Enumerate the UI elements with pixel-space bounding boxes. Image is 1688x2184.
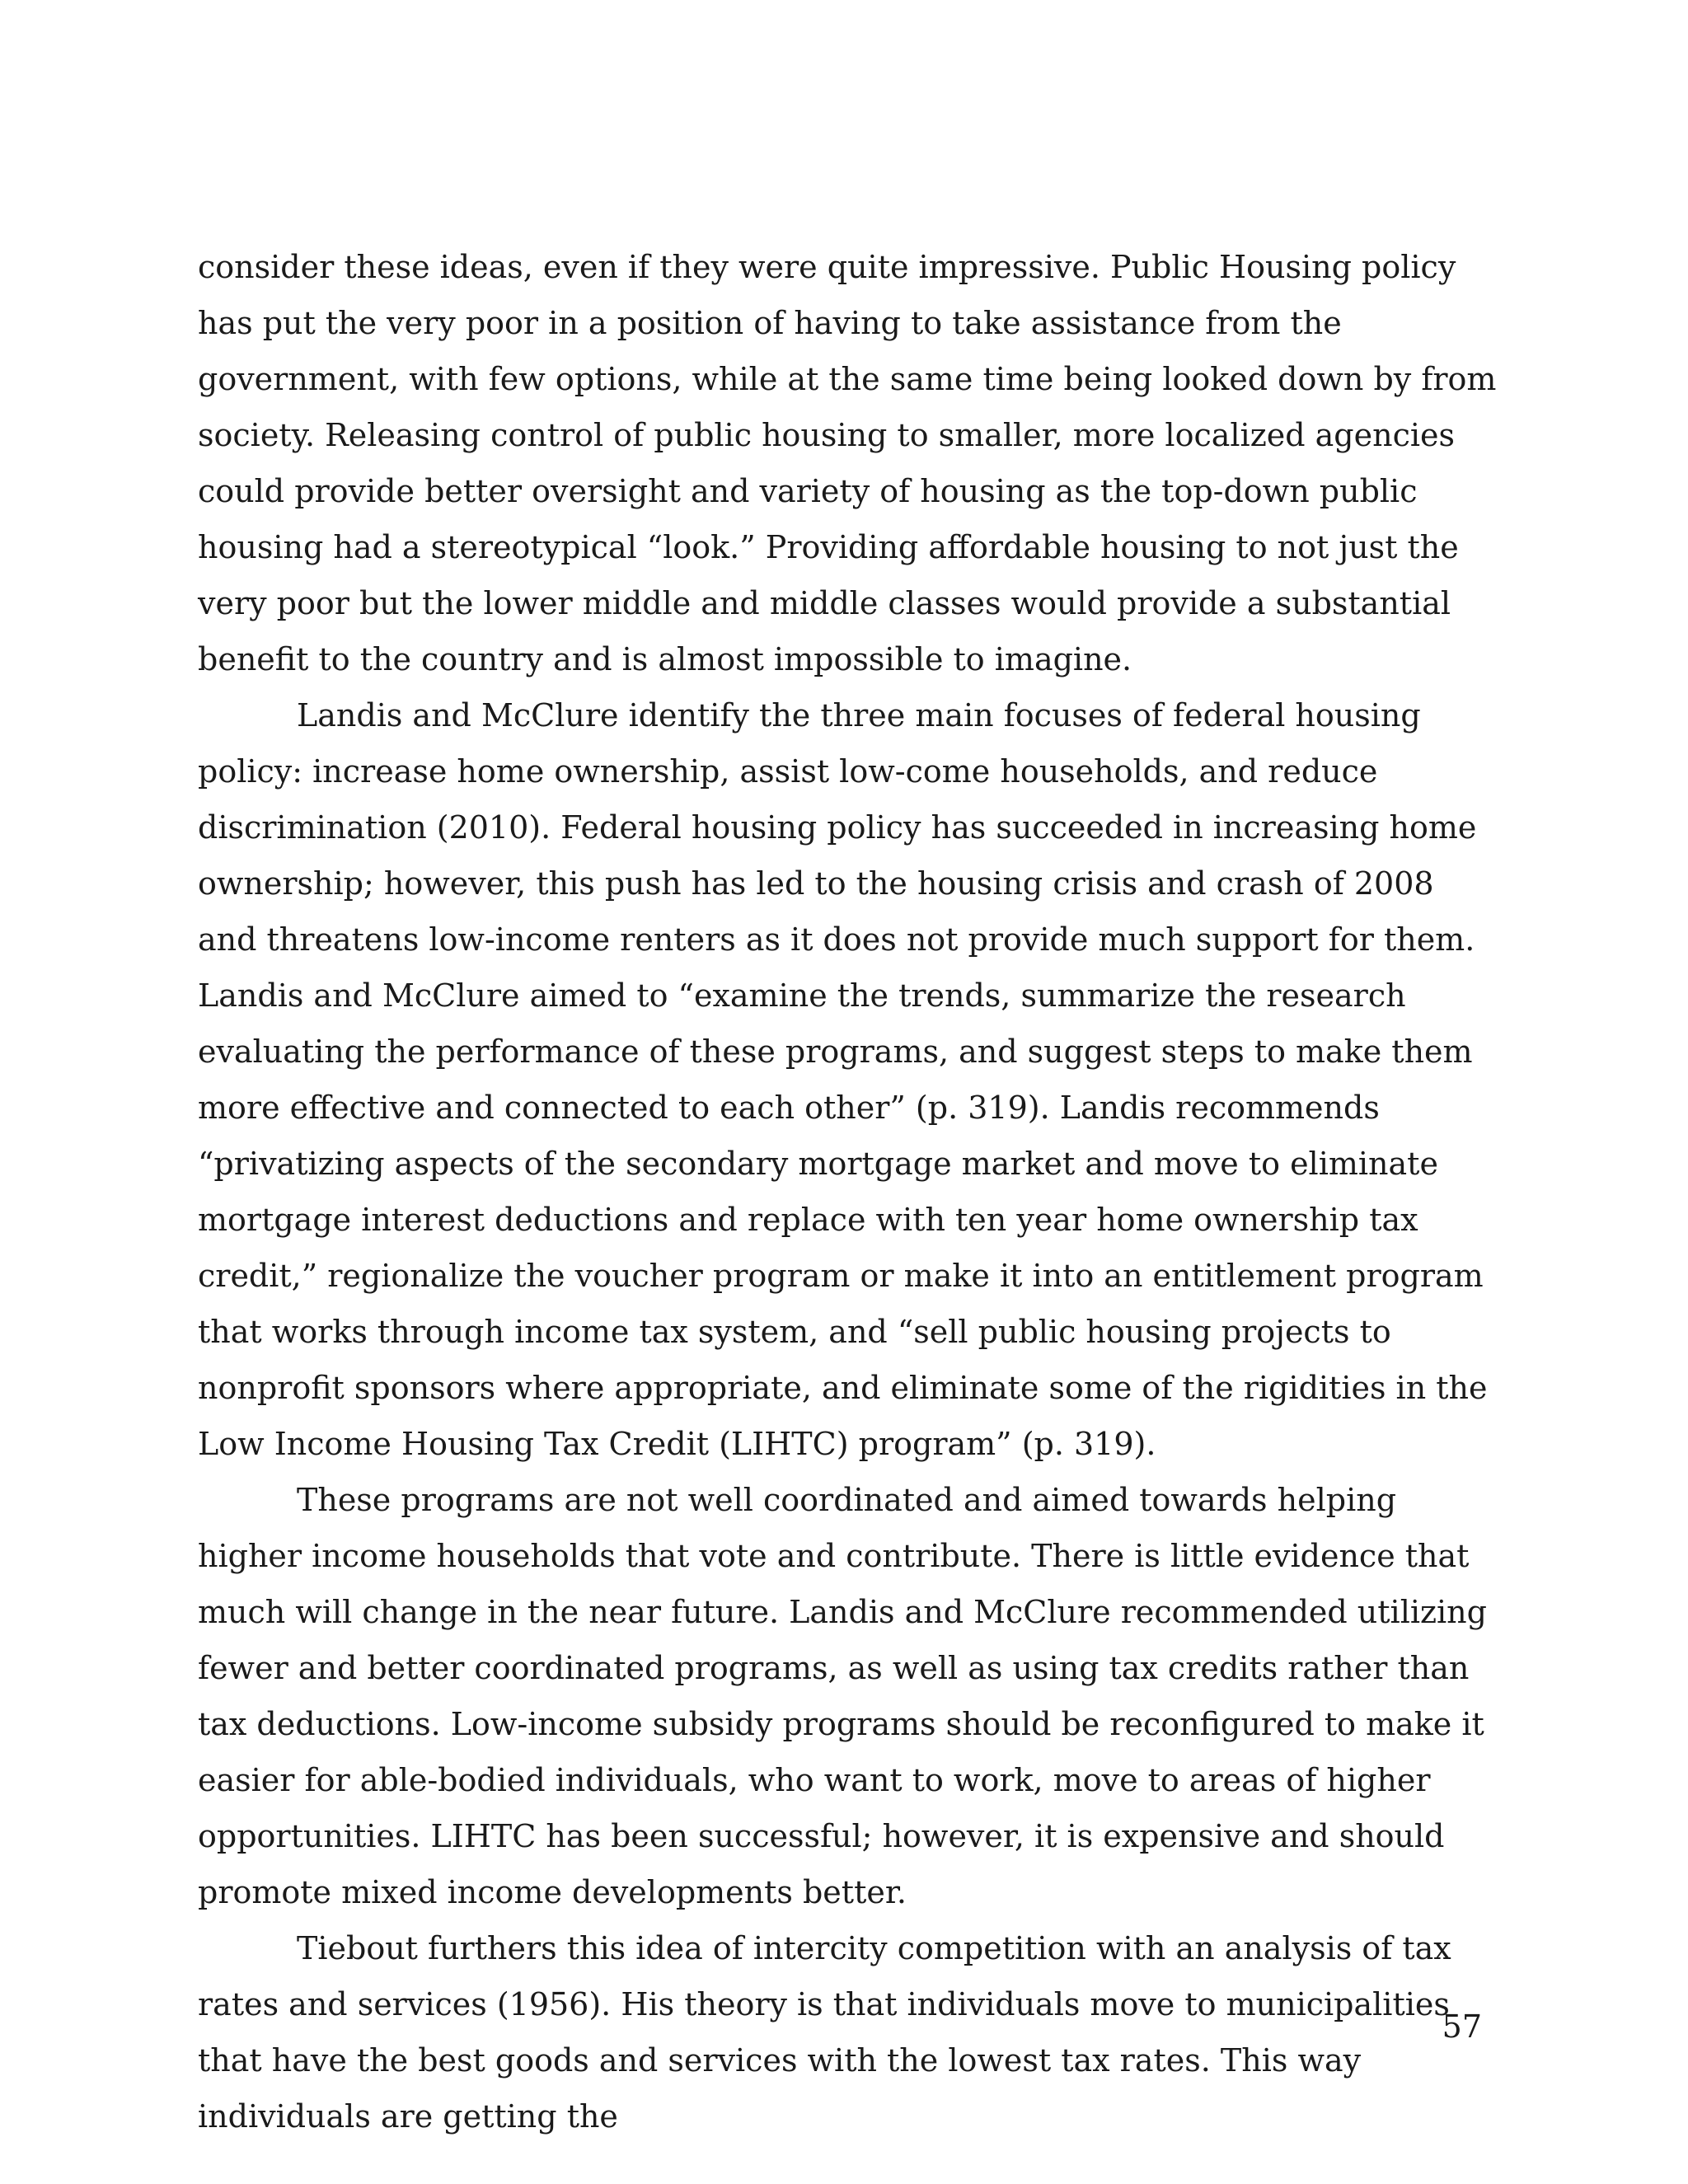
body-text <box>198 239 1500 2144</box>
page-number: 57 <box>1442 2008 1482 2045</box>
paragraph-2: Landis and McClure identify the three main focuses of federal housing policy: increase home ownership, assist low-come households, and reduce discrimination (2010). Federal housing policy has succeeded in increasing home ownership; however, this push has led to the housing crisis and crash of 2008 and threatens low-income renters as it does not provide much support for them. Landis and McClure aimed to “examine the trends, summarize the research evaluating the performance of these programs, and suggest steps to make them more effective and connected to each other” (p. 319). Landis recommends “privatizing aspects of the secondary mortgage market and move to eliminate mortgage interest deductions and replace with ten year home ownership tax credit,” regionalize the voucher program or make it into an entitlement program that works through income tax system, and “sell public housing projects to nonprofit sponsors where appropriate, and eliminate some of the rigidities in the Low Income Housing Tax Credit (LIHTC) program” (p. 319). <box>198 697 1488 1462</box>
paragraph-1: consider these ideas, even if they were quite impressive. Public Housing policy has put the very poor in a position of having to take assistance from the government, with few options, while at the same time being looked down by from society. Releasing control of public housing to smaller, more localized agencies could provide better oversight and variety of housing as the top-down public housing had a stereotypical “look.” Providing affordable housing to not just the very poor but the lower middle and middle classes would provide a substantial benefit to the country and is almost impossible to imagine. <box>198 249 1497 677</box>
paragraph-4: Tiebout furthers this idea of intercity competition with an analysis of tax rates and services (1956). His theory is that individuals move to municipalities that have the best goods and services with the lowest tax rates. This way individuals are getting the <box>198 1930 1451 2135</box>
paragraph-3: These programs are not well coordinated and aimed towards helping higher income households that vote and contribute. There is little evidence that much will change in the near future. Landis and McClure recommended utilizing fewer and better coordinated programs, as well as using tax credits rather than tax deductions. Low-income subsidy programs should be reconfigured to make it easier for able-bodied individuals, who want to work, move to areas of higher opportunities. LIHTC has been successful; however, it is expensive and should promote mixed income developments better. <box>198 1482 1487 1910</box>
